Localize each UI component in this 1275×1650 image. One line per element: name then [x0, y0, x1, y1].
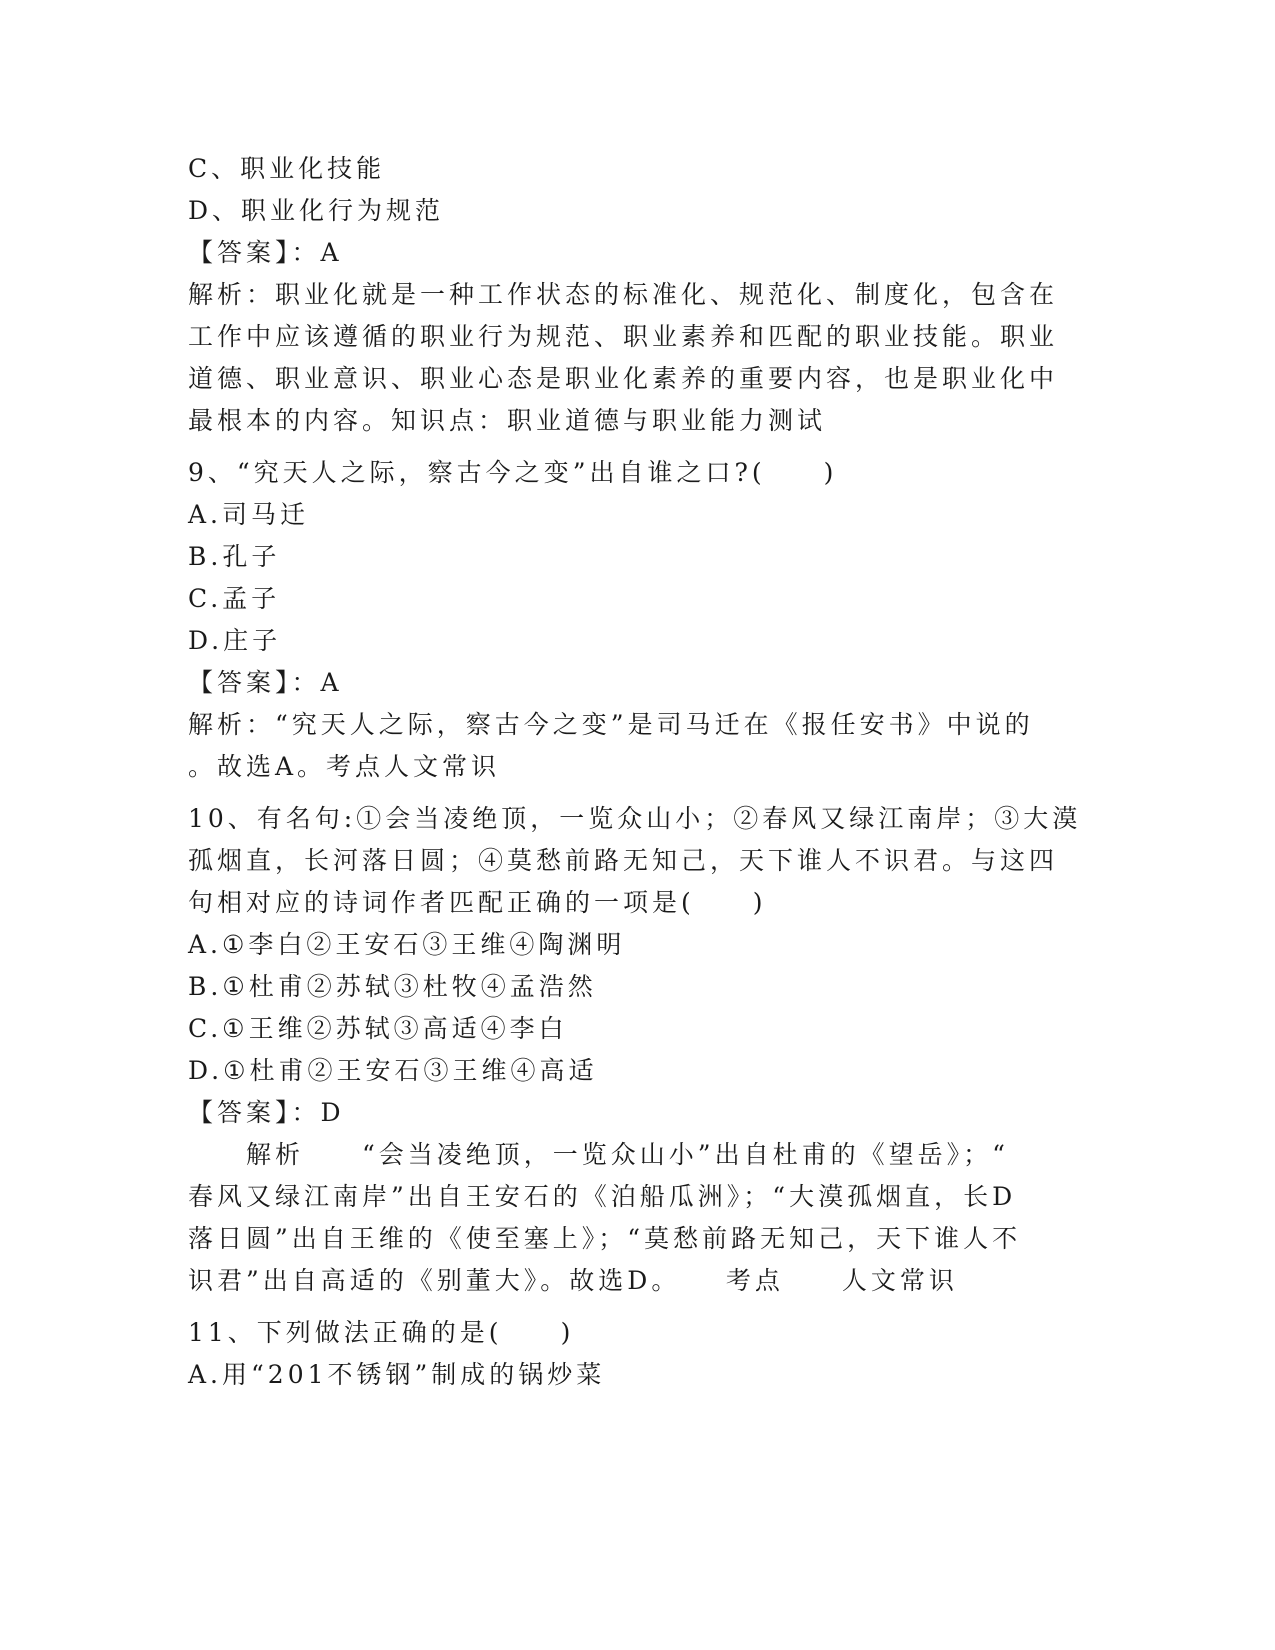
q9-option-d: D.庄子 [188, 626, 282, 655]
q10-analysis-line: 解析 “会当凌绝顶，一览众山小”出自杜甫的《望岳》；“ [246, 1140, 1009, 1169]
q9-option-c: C.孟子 [188, 584, 281, 613]
q11-option-a: A.用“201不锈钢”制成的锅炒菜 [188, 1360, 606, 1389]
q11-question: 11、下列做法正确的是( ) [188, 1318, 575, 1347]
q10-analysis-line: 识君”出自高适的《别董大》。故选D。 考点 人文常识 [188, 1266, 958, 1295]
q10-option-b: B.①杜甫②苏轼③杜牧④孟浩然 [188, 972, 597, 1001]
q8-answer: 【答案】：A [188, 238, 343, 267]
q9-option-b: B.孔子 [188, 542, 281, 571]
q9-answer: 【答案】：A [188, 668, 343, 697]
document-page [188, 148, 1088, 1396]
q10-question-line: 孤烟直，长河落日圆；④莫愁前路无知己，天下谁人不识君。与这四 [188, 846, 1059, 875]
q10-analysis-line: 春风又绿江南岸”出自王安石的《泊船瓜洲》；“大漠孤烟直，长D [188, 1182, 1017, 1211]
q8-analysis-line: 解析：职业化就是一种工作状态的标准化、规范化、制度化，包含在 [188, 280, 1059, 309]
q8-option-c: C、职业化技能 [188, 154, 386, 183]
q9-option-a: A.司马迁 [188, 500, 310, 529]
q8-option-d: D、职业化行为规范 [188, 196, 445, 225]
q10-question-line: 10、有名句:①会当凌绝顶，一览众山小；②春风又绿江南岸；③大漠 [188, 804, 1082, 833]
q10-option-d: D.①杜甫②王安石③王维④高适 [188, 1056, 598, 1085]
q8-analysis-line: 道德、职业意识、职业心态是职业化素养的重要内容，也是职业化中 [188, 364, 1059, 393]
q9-analysis-line: 解析：“究天人之际，察古今之变”是司马迁在《报任安书》中说的 [188, 710, 1034, 739]
q8-analysis-line: 最根本的内容。知识点：职业道德与职业能力测试 [188, 406, 827, 435]
q10-analysis-line: 落日圆”出自王维的《使至塞上》；“莫愁前路无知己，天下谁人不 [188, 1224, 1022, 1253]
q10-option-c: C.①王维②苏轼③高适④李白 [188, 1014, 568, 1043]
q10-question-line: 句相对应的诗词作者匹配正确的一项是( ) [188, 888, 767, 917]
q9-analysis-line: 。故选A。考点人文常识 [188, 752, 501, 781]
q9-question: 9、“究天人之际，察古今之变”出自谁之口?( ) [188, 458, 838, 487]
q10-option-a: A.①李白②王安石③王维④陶渊明 [188, 930, 626, 959]
q10-answer: 【答案】：D [188, 1098, 345, 1127]
q8-analysis-line: 工作中应该遵循的职业行为规范、职业素养和匹配的职业技能。职业 [188, 322, 1059, 351]
